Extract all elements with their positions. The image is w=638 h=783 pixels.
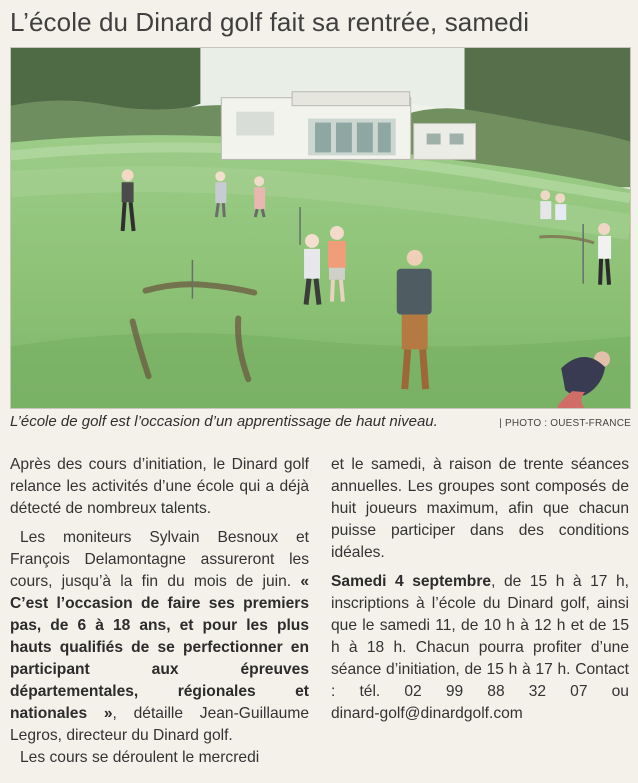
left-paragraph-2-end: , détaille Jean-Guillaume Legros, directeur du Dinard golf. xyxy=(10,705,309,744)
left-quote: « C’est l’occasion de faire ses premiers pas, de 6 à 18 ans, et pour les plus hauts qualifiés de se perfectionner en participant aux épreuves départementales, régionales et nationales » xyxy=(10,573,309,722)
golf-school-photo xyxy=(11,48,630,408)
contact-email-link[interactable]: dinard-golf@dinardgolf.com xyxy=(331,705,523,722)
registration-details: , de 15 h à 17 h, inscriptions à l’école du Dinard golf, ainsi que le samedi 11, de 10 h à 12 h et de 15 h à 18 h. Chacun pourra profiter d’une séance d’initiation, de 15 h à 17 h. Contact : tél. 02 99 88 32 07 ou xyxy=(331,573,629,700)
left-paragraph-3: Les cours se déroulent le mercredi xyxy=(20,749,260,766)
left-paragraph-2-start: Les moniteurs Sylvain Besnoux et François Delamontagne assureront les cours, jusqu’à la fin du mois de juin. xyxy=(10,529,309,590)
photo-caption: L’école de golf est l’occasion d’un apprentissage de haut niveau. xyxy=(10,413,438,430)
right-paragraph-1: et le samedi, à raison de trente séances annuelles. Les groupes sont composés de huit joueurs maximum, afin que chacun puisse participer dans des conditions idéales. xyxy=(331,456,629,561)
article-left-column xyxy=(10,454,309,769)
registration-date: Samedi 4 septembre xyxy=(331,573,492,590)
photo-credit: | PHOTO : OUEST-FRANCE xyxy=(499,418,631,429)
photo-caption-row xyxy=(10,413,631,435)
left-paragraph-2 xyxy=(10,527,309,747)
article-right-column xyxy=(331,454,629,725)
right-paragraph-2 xyxy=(331,571,629,725)
left-paragraph-1: Après des cours d’initiation, le Dinard golf relance les activités d’une école qui a déjà détecté de nombreux talents. xyxy=(10,456,309,517)
headline: L’école du Dinard golf fait sa rentrée, samedi xyxy=(10,7,530,37)
article-photo xyxy=(10,47,631,409)
